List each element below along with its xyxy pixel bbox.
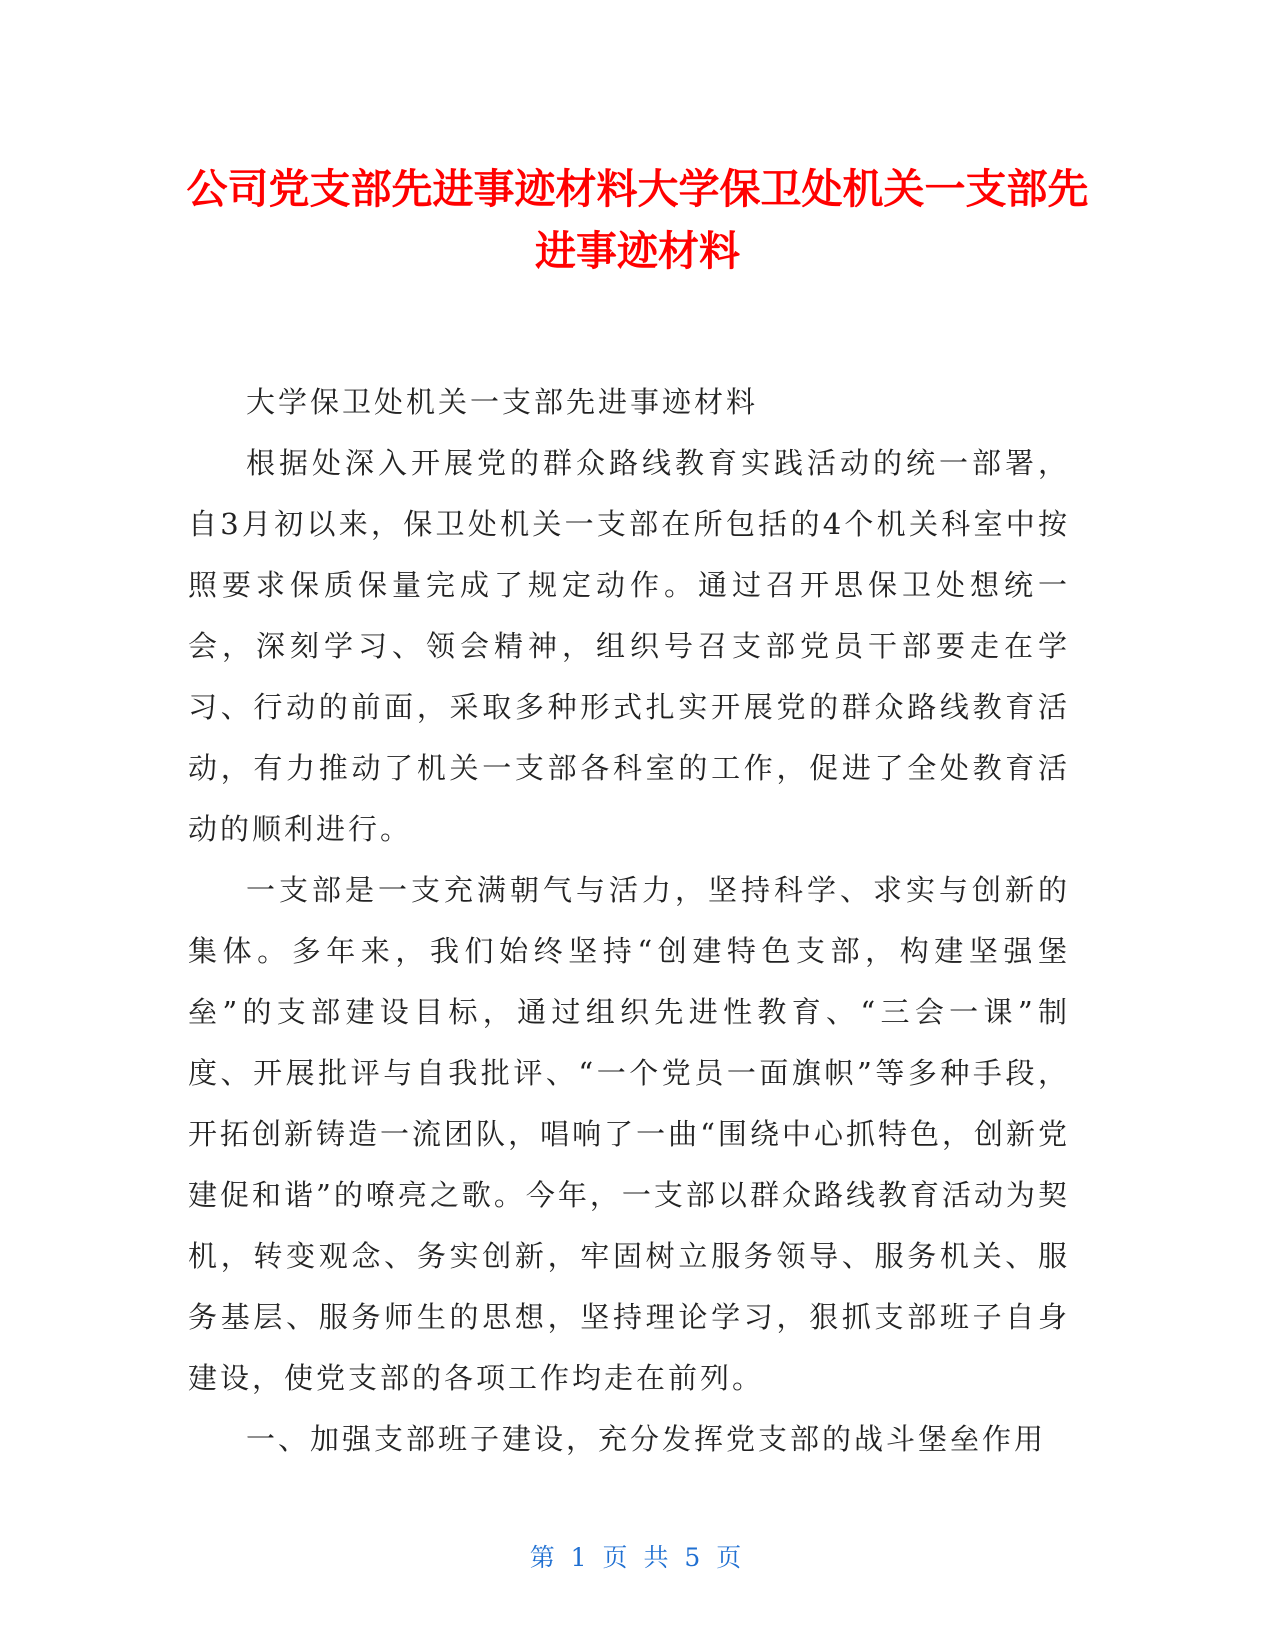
subtitle-paragraph: 大学保卫处机关一支部先进事迹材料	[246, 385, 759, 419]
body-paragraph: 一支部是一支充满朝气与活力，坚持科学、求实与创新的集体。多年来，我们始终坚持“创建特色支部，构建坚强堡垒”的支部建设目标，通过组织先进性教育、“三会一课”制度、开展批评与自我批评、“一个党员一面旗帜”等多种手段，开拓创新铸造一流团队，唱响了一曲“围绕中心抓特色，创新党建促和谐”的嘹亮之歌。今年，一支部以群众路线教育活动为契机，转变观念、务实创新，牢固树立服务领导、服务机关、服务基层、服务师生的思想，坚持理论学习，狠抓支部班子自身建设，使党支部的各项工作均走在前列。	[188, 873, 1070, 1395]
document-body	[188, 372, 1070, 1470]
section-heading: 一、加强支部班子建设，充分发挥党支部的战斗堡垒作用	[246, 1422, 1047, 1456]
document-title: 公司党支部先进事迹材料大学保卫处机关一支部先进事迹材料	[186, 165, 1089, 275]
page-number-footer: 第 1 页 共 5 页	[529, 1543, 746, 1572]
body-paragraph: 根据处深入开展党的群众路线教育实践活动的统一部署，自3月初以来，保卫处机关一支部在所包括的4个机关科室中按照要求保质保量完成了规定动作。通过召开思保卫处想统一会，深刻学习、领会精神，组织号召支部党员干部要走在学习、行动的前面，采取多种形式扎实开展党的群众路线教育活动，有力推动了机关一支部各科室的工作，促进了全处教育活动的顺利进行。	[188, 446, 1070, 846]
